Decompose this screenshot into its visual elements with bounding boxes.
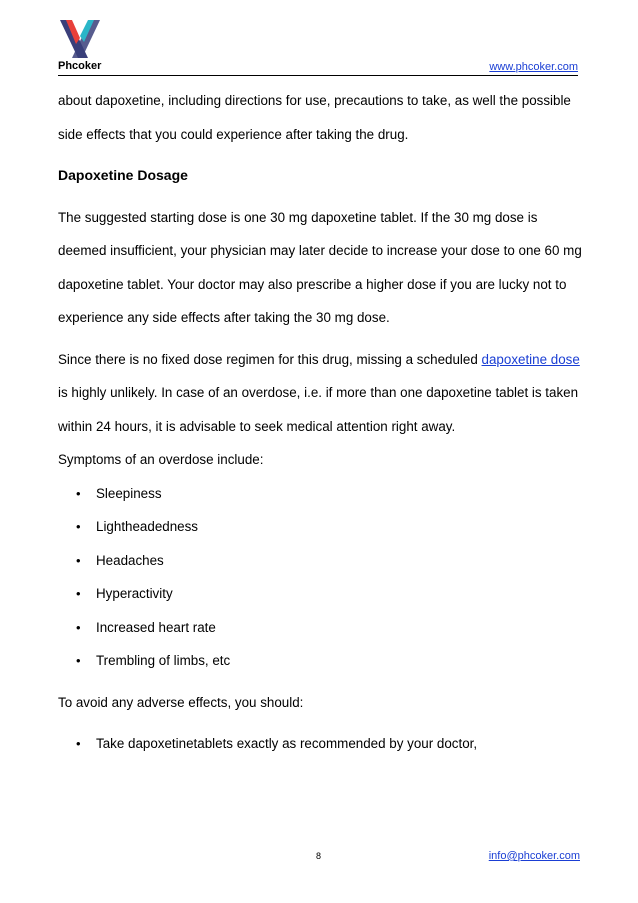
bullet-icon: • [76, 736, 81, 751]
overdose-text-end: is highly unlikely. In case of an overdose, i.e. if more than one dapoxetine tablet is taken within 24 hours, it is advisable to seek medical attention right away. [58, 385, 579, 434]
list-item: • Headaches [58, 544, 588, 578]
list-item: • Sleepiness [58, 477, 588, 511]
advice-list [58, 727, 588, 761]
phcoker-logo [58, 18, 102, 60]
symptoms-list [58, 477, 588, 678]
header-website-link[interactable]: www.phcoker.com [489, 61, 578, 73]
intro-paragraph: about dapoxetine, including directions for use, precautions to take, as well the possible side effects that you could experience after taking the drug. [58, 93, 571, 142]
footer-email-link[interactable]: info@phcoker.com [488, 850, 580, 862]
overdose-text-start: Since there is no fixed dose regimen for this drug, missing a scheduled [58, 351, 482, 367]
dapoxetine-dose-link[interactable]: dapoxetine dose [481, 351, 580, 367]
list-item: • Increased heart rate [58, 611, 588, 645]
section-heading: Dapoxetine Dosage [58, 167, 188, 183]
page-number: 8 [316, 851, 322, 861]
list-item: • Take dapoxetinetablets exactly as recommended by your doctor, [58, 727, 588, 761]
list-item: • Trembling of limbs, etc [58, 644, 588, 678]
list-item: • Lightheadedness [58, 510, 588, 544]
overdose-paragraph [58, 343, 588, 444]
dosage-paragraph: The suggested starting dose is one 30 mg dapoxetine tablet. If the 30 mg dose is deemed insufficient, your physician may later decide to increase your dose to one 60 mg dapoxetine tablet. Your doctor may also prescribe a higher dose if you are lucky not to experience any side effects after taking the 30 mg dose. [58, 209, 582, 325]
brand-name: Phcoker [58, 60, 102, 72]
bullet-icon: • [76, 586, 81, 601]
advice-intro: To avoid any adverse effects, you should: [58, 694, 304, 710]
list-item: • Hyperactivity [58, 577, 588, 611]
page-content [58, 84, 588, 761]
header-divider [58, 75, 578, 76]
bullet-icon: • [76, 519, 81, 534]
page-header [58, 18, 578, 76]
bullet-icon: • [76, 485, 81, 501]
bullet-icon: • [76, 619, 81, 635]
bullet-icon: • [76, 653, 81, 668]
bullet-icon: • [76, 552, 81, 568]
symptoms-intro: Symptoms of an overdose include: [58, 452, 264, 467]
